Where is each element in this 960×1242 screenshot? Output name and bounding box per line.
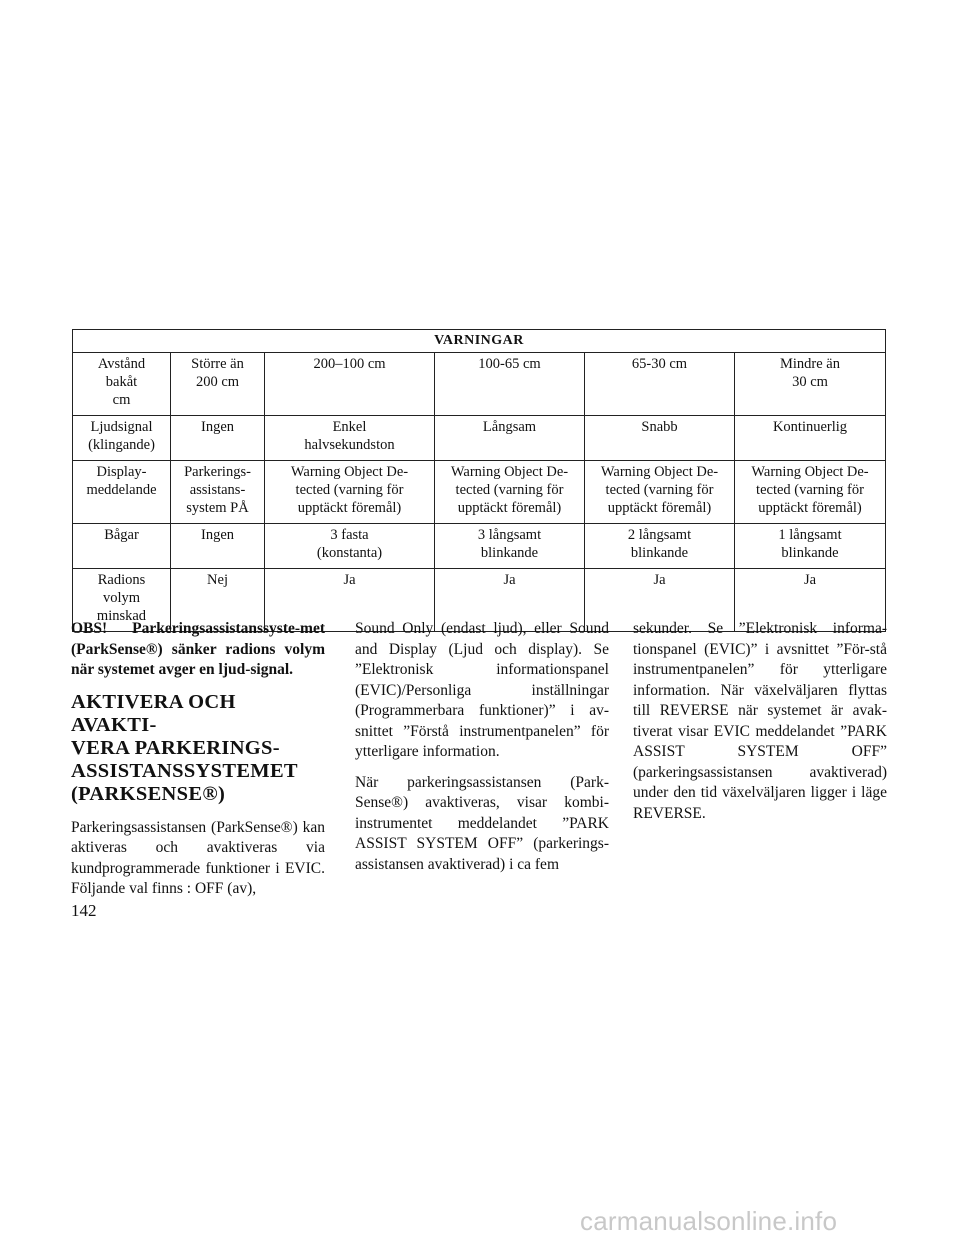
section-heading: AKTIVERA OCH AVAKTI- VERA PARKERINGS- ASSISTANSSYSTEMET (PARKSENSE®) [71, 690, 298, 805]
table-cell: Långsam [435, 416, 585, 461]
table-body [73, 353, 886, 632]
table-cell: Ja [585, 569, 735, 632]
table-cell: Ja [265, 569, 435, 632]
table-cell: 200–100 cm [265, 353, 435, 416]
table-cell: 3 långsamt blinkande [435, 524, 585, 569]
row-header-cell: Ljudsignal (klingande) [73, 416, 171, 461]
row-header-cell: Radions volym minskad [73, 569, 171, 632]
table-cell: 2 långsamt blinkande [585, 524, 735, 569]
row-header-cell: Bågar [73, 524, 171, 569]
table-cell: Ja [735, 569, 886, 632]
paragraph: sekunder. Se ”Elektronisk informa-tionspanel (EVIC)” i avsnittet ”För-stå instrumentpanelen” för ytterligare information. När växelväljaren flyttas till REVERSE när systemet är avak-tiverat visar EVIC meddelandet ”PARK ASSIST SYSTEM OFF” (parkeringsassistansen avaktiverad) under den tid växelväljaren ligger i läge REVERSE. [633, 620, 887, 822]
table-title: VARNINGAR [73, 330, 886, 353]
table-cell: 65-30 cm [585, 353, 735, 416]
table-cell: Kontinuerlig [735, 416, 886, 461]
text-column-2 [355, 619, 609, 885]
table-cell: Warning Object De- tected (varning för upptäckt föremål) [585, 461, 735, 524]
table-row [73, 461, 886, 524]
table-cell: Warning Object De- tected (varning för upptäckt föremål) [735, 461, 886, 524]
table-cell: 3 fasta (konstanta) [265, 524, 435, 569]
table-row [73, 353, 886, 416]
warnings-table [72, 329, 886, 632]
text-column-1 [71, 619, 325, 910]
table-cell: Warning Object De- tected (varning för upptäckt föremål) [435, 461, 585, 524]
text-column-3 [633, 619, 887, 834]
table-row [73, 416, 886, 461]
row-header-cell: Avstånd bakåt cm [73, 353, 171, 416]
paragraph: Parkeringsassistansen (ParkSense®) kan aktiveras och avaktiveras via kundprogrammerade funktioner i EVIC. Följande val finns : OFF (av), [71, 818, 325, 897]
paragraph: Sound Only (endast ljud), eller Sound and Display (Ljud och display). Se ”Elektronisk informationspanel (EVIC)/Personliga inställningar (Programmerbara funktioner)” i av-snittet ”Förstå instrumentpanelen” för ytterligare information. [355, 620, 609, 760]
table-cell: Snabb [585, 416, 735, 461]
table-cell: Mindre än 30 cm [735, 353, 886, 416]
table-title-row [73, 330, 886, 353]
page-number: 142 [71, 901, 97, 920]
table-cell: 100-65 cm [435, 353, 585, 416]
table-cell: Ja [435, 569, 585, 632]
table-cell: Nej [171, 569, 265, 632]
row-header-cell: Display- meddelande [73, 461, 171, 524]
note-text: OBS! Parkeringsassistanssyste-met (ParkSense®) sänker radions volym när systemet avger en ljud-signal. [71, 620, 325, 678]
table-cell: Warning Object De- tected (varning för upptäckt föremål) [265, 461, 435, 524]
table-cell: 1 långsamt blinkande [735, 524, 886, 569]
table-cell: Enkel halvsekundston [265, 416, 435, 461]
table-cell: Ingen [171, 416, 265, 461]
table-cell: Parkerings- assistans- system PÅ [171, 461, 265, 524]
table-cell: Ingen [171, 524, 265, 569]
table-cell: Större än 200 cm [171, 353, 265, 416]
paragraph: När parkeringsassistansen (Park-Sense®) avaktiveras, visar kombi-instrumentet meddelandet ”PARK ASSIST SYSTEM OFF” (parkerings-assistansen avaktiverad) i ca fem [355, 773, 609, 873]
table-row [73, 524, 886, 569]
watermark-text: carmanualsonline.info [580, 1206, 838, 1236]
